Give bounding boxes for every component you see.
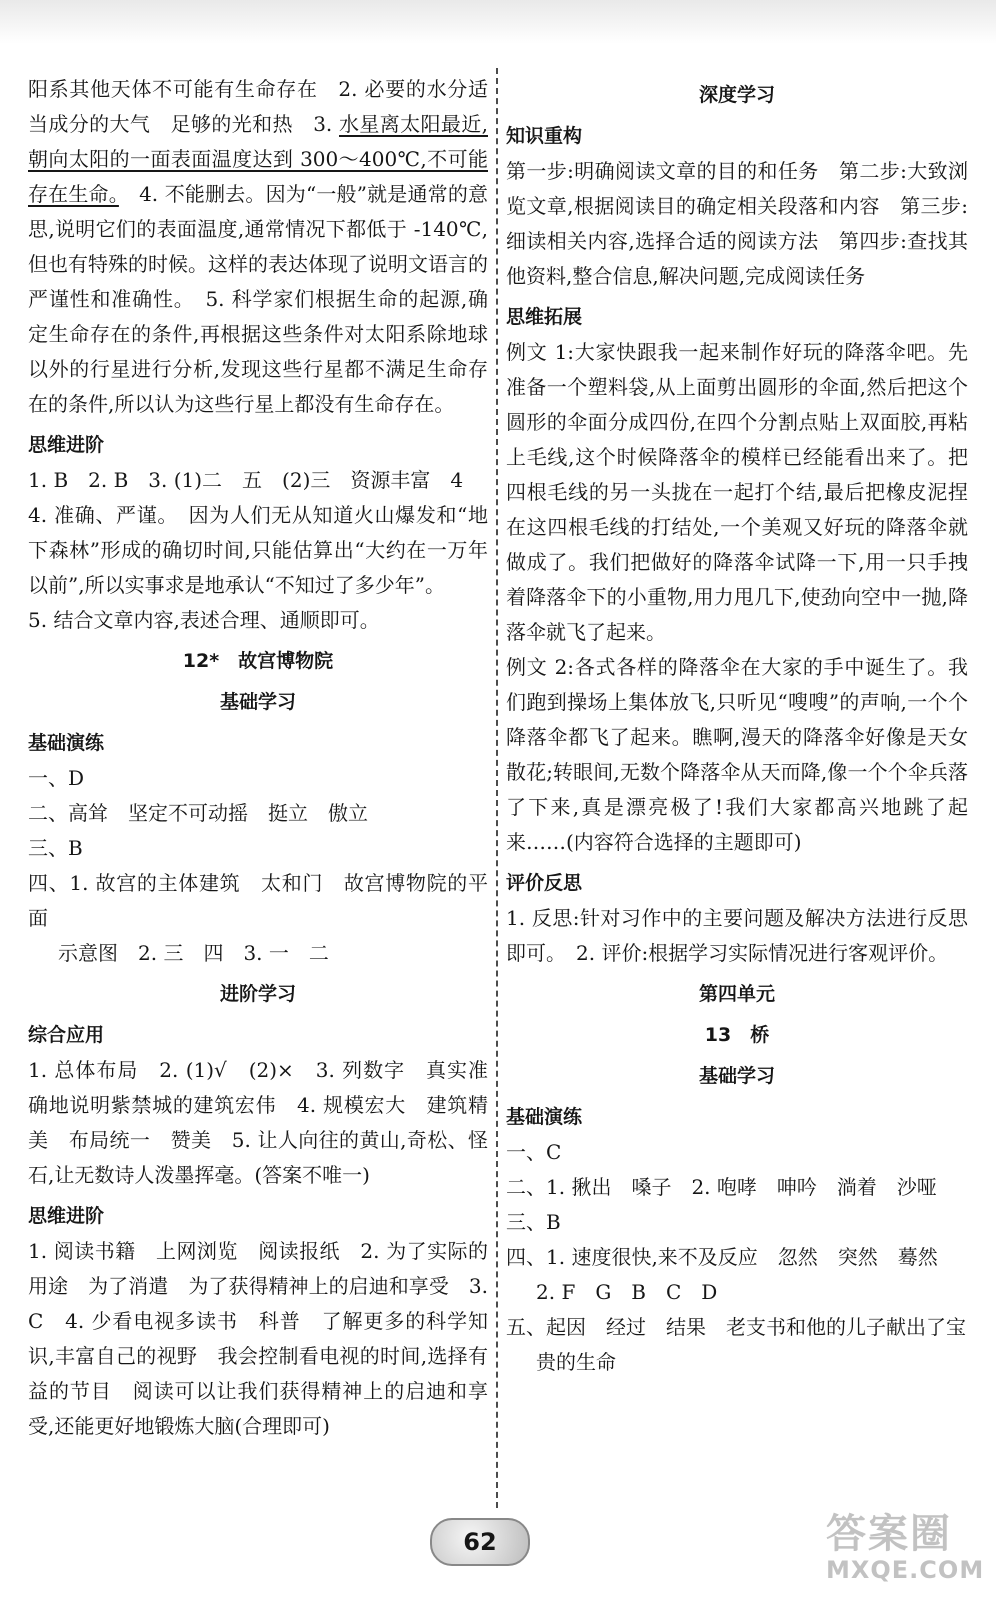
section-heading: 思维进阶 bbox=[28, 434, 105, 456]
answer-paragraph: 1. 阅读书籍 上网浏览 阅读报纸 2. 为了实际的用途 为了消遣 为了获得精神上的启迪和享受 3. C 4. 少看电视多读书 科普 了解更多的科学知识,丰富自己的视野 我会控制看电视的时间,选择有益的节目 阅读可以让我们获得精神上的启迪和享受,还能更好地锻炼大脑(合理即可) bbox=[28, 1239, 488, 1438]
answer-line: 2. F G B C D bbox=[536, 1280, 718, 1304]
answer-text: 4. 不能删去。因为“一般”就是通常的意思,说明它们的表面温度,通常情况下都低于 -140℃,但也有特殊的时候。这样的表达体现了说明文语言的严谨性和准确性。 5. 科学家们根据生命的起源,确定生命存在的条件,再根据这些条件对太阳系除地球以外的行星进行分析,发现这些行星都不满足生命存在的条件,所以认为这些行星上都没有生命存在。 bbox=[28, 182, 489, 416]
top-scan-band bbox=[0, 0, 996, 44]
example-essay: 例文 2:各式各样的降落伞在大家的手中诞生了。我们跑到操场上集体放飞,只听见“嗖嗖”的声响,一个个降落伞都飞了起来。瞧啊,漫天的降落伞好像是天女散花;转眼间,无数个降落伞从天而降,像一个个伞兵落了下来,真是漂亮极了!我们大家都高兴地跳了起来……(内容符合选择的主题即可) bbox=[506, 655, 968, 854]
lesson-title: 12* 故宫博物院 bbox=[182, 650, 334, 672]
answer-paragraph: 第一步:明确阅读文章的目的和任务 第二步:大致浏览文章,根据阅读目的确定相关段落和内容 第三步:细读相关内容,选择合适的阅读方法 第四步:查找其他资料,整合信息,解决问题,完成阅读任务 bbox=[506, 159, 968, 288]
section-heading: 评价反思 bbox=[506, 872, 583, 894]
answer-line: 三、B bbox=[506, 1210, 561, 1234]
answer-line: 4. 准确、严谨。 因为人们无从知道火山爆发和“地下森林”形成的确切时间,只能估算出“大约在一万年以前”,所以实事求是地承认“不知过了多少年”。 bbox=[28, 503, 488, 597]
answer-paragraph bbox=[28, 72, 488, 422]
answer-line: 示意图 2. 三 四 3. 一 二 bbox=[58, 941, 329, 965]
watermark-url: MXQE.COM bbox=[826, 1556, 985, 1584]
answer-paragraph: 1. 总体布局 2. (1)√ (2)× 3. 列数字 真实准确地说明紫禁城的建筑宏伟 4. 规模宏大 建筑精美 布局统一 赞美 5. 让人向往的黄山,奇松、怪石,让无数诗人泼墨挥毫。(答案不唯一) bbox=[28, 1058, 488, 1187]
section-heading: 基础演练 bbox=[506, 1106, 583, 1128]
answer-line: 1. B 2. B 3. (1)二 五 (2)三 资源丰富 4 bbox=[28, 468, 464, 492]
watermark-text: 答案圈 bbox=[826, 1511, 952, 1557]
section-heading: 知识重构 bbox=[506, 125, 583, 147]
answer-line: 三、B bbox=[28, 836, 83, 860]
answer-line: 5. 结合文章内容,表述合理、通顺即可。 bbox=[28, 608, 380, 632]
unit-title: 第四单元 bbox=[698, 983, 775, 1005]
answer-line: 五、起因 经过 结果 老支书和他的儿子献出了宝 bbox=[506, 1315, 966, 1339]
right-column bbox=[506, 72, 968, 1380]
answer-text: 阳系其他天体不可能有生命存在 2. 必要的水分适当成分的大气 足够的光和热 3. bbox=[28, 77, 488, 136]
answer-line: 贵的生命 bbox=[536, 1350, 616, 1374]
answer-line: 四、1. 速度很快,来不及反应 忽然 突然 蓦然 bbox=[506, 1245, 938, 1269]
section-heading: 基础演练 bbox=[28, 732, 105, 754]
column-divider bbox=[496, 68, 498, 1508]
example-essay: 例文 1:大家快跟我一起来制作好玩的降落伞吧。先准备一个塑料袋,从上面剪出圆形的伞面,然后把这个圆形的伞面分成四份,在四个分割点贴上双面胶,再粘上毛线,这个时候降落伞的模样已经能看出来了。把四根毛线的另一头拢在一起打个结,最后把橡皮泥捏在这四根毛线的打结处,一个美观又好玩的降落伞就做成了。我们把做好的降落伞试降一下,用一只手拽着降落伞下的小重物,用力甩几下,使劲向空中一抛,降落伞就飞了起来。 bbox=[506, 340, 968, 644]
left-column bbox=[28, 72, 488, 1444]
underlined-answer: 水星离太阳最近,朝向太阳的一面表面温度达到 300～400℃,不可能存在生命。 bbox=[28, 112, 488, 206]
subsection-title: 基础学习 bbox=[698, 1065, 775, 1087]
section-heading: 思维拓展 bbox=[506, 306, 583, 328]
page-number: 62 bbox=[430, 1518, 530, 1566]
watermark-logo bbox=[818, 1502, 988, 1592]
lesson-title: 13 桥 bbox=[704, 1024, 770, 1046]
subsection-title: 深度学习 bbox=[698, 84, 775, 106]
answer-line: 四、1. 故宫的主体建筑 太和门 故宫博物院的平面 bbox=[28, 871, 488, 930]
section-heading: 思维进阶 bbox=[28, 1205, 105, 1227]
answer-line: 二、1. 揪出 嗓子 2. 咆哮 呻吟 淌着 沙哑 bbox=[506, 1175, 937, 1199]
subsection-title: 进阶学习 bbox=[219, 983, 296, 1005]
subsection-title: 基础学习 bbox=[219, 691, 296, 713]
answer-line: 一、C bbox=[506, 1140, 562, 1164]
answer-line: 一、D bbox=[28, 766, 85, 790]
section-heading: 综合应用 bbox=[28, 1024, 105, 1046]
answer-line: 二、高耸 坚定不可动摇 挺立 傲立 bbox=[28, 801, 368, 825]
answer-paragraph: 1. 反思:针对习作中的主要问题及解决方法进行反思即可。 2. 评价:根据学习实际情况进行客观评价。 bbox=[506, 906, 968, 965]
